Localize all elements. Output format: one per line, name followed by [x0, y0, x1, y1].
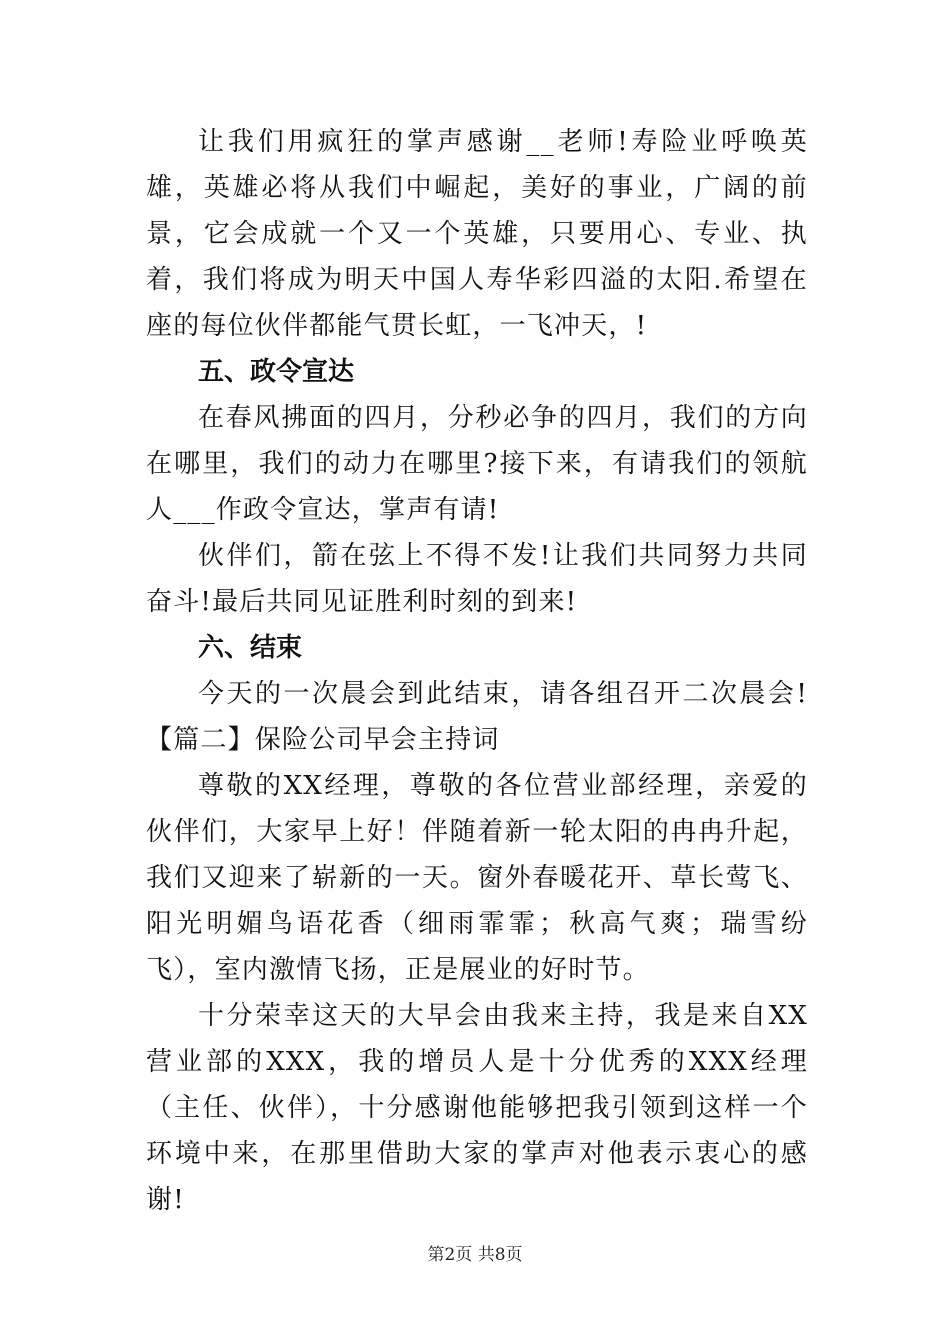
- paragraph-host-intro: 十分荣幸这天的大早会由我来主持，我是来自XX营业部的XXX，我的增员人是十分优秀的XXX经理（主任、伙伴），十分感谢他能够把我引领到这样一个环境中来，在那里借助大家的掌声对他表示衷心的感谢!: [146, 1001, 808, 1215]
- paragraph-policy-intro: 在春风拂面的四月，分秒必争的四月，我们的方向在哪里，我们的动力在哪里?接下来，有请我们的领航人___作政令宣达，掌声有请!: [146, 403, 808, 525]
- paragraph-meeting-end: 今天的一次晨会到此结束，请各组召开二次晨会!【篇二】保险公司早会主持词: [146, 679, 808, 755]
- paragraph-partners: 伙伴们，箭在弦上不得不发!让我们共同努力共同奋斗!最后共同见证胜利时刻的到来!: [146, 541, 808, 617]
- section-heading-end: 六、结束: [198, 633, 303, 663]
- paragraph-greeting: 尊敬的XX经理，尊敬的各位营业部经理，亲爱的伙伴们，大家早上好！伴随着新一轮太阳的冉冉升起，我们又迎来了崭新的一天。窗外春暖花开、草长莺飞、阳光明媚鸟语花香（细雨霏霏；秋高气爽；瑞雪纷飞），室内激情飞扬，正是展业的好时节。: [146, 771, 808, 985]
- page-number-footer: 第2页 共8页: [427, 1245, 523, 1265]
- section-heading-policy: 五、政令宣达: [198, 357, 355, 387]
- document-body: [146, 119, 808, 1223]
- paragraph-applause: 让我们用疯狂的掌声感谢__老师!寿险业呼唤英雄，英雄必将从我们中崛起，美好的事业，广阔的前景，它会成就一个又一个英雄，只要用心、专业、执着，我们将成为明天中国人寿华彩四溢的太阳.希望在座的每位伙伴都能气贯长虹，一飞冲天，!: [146, 127, 808, 341]
